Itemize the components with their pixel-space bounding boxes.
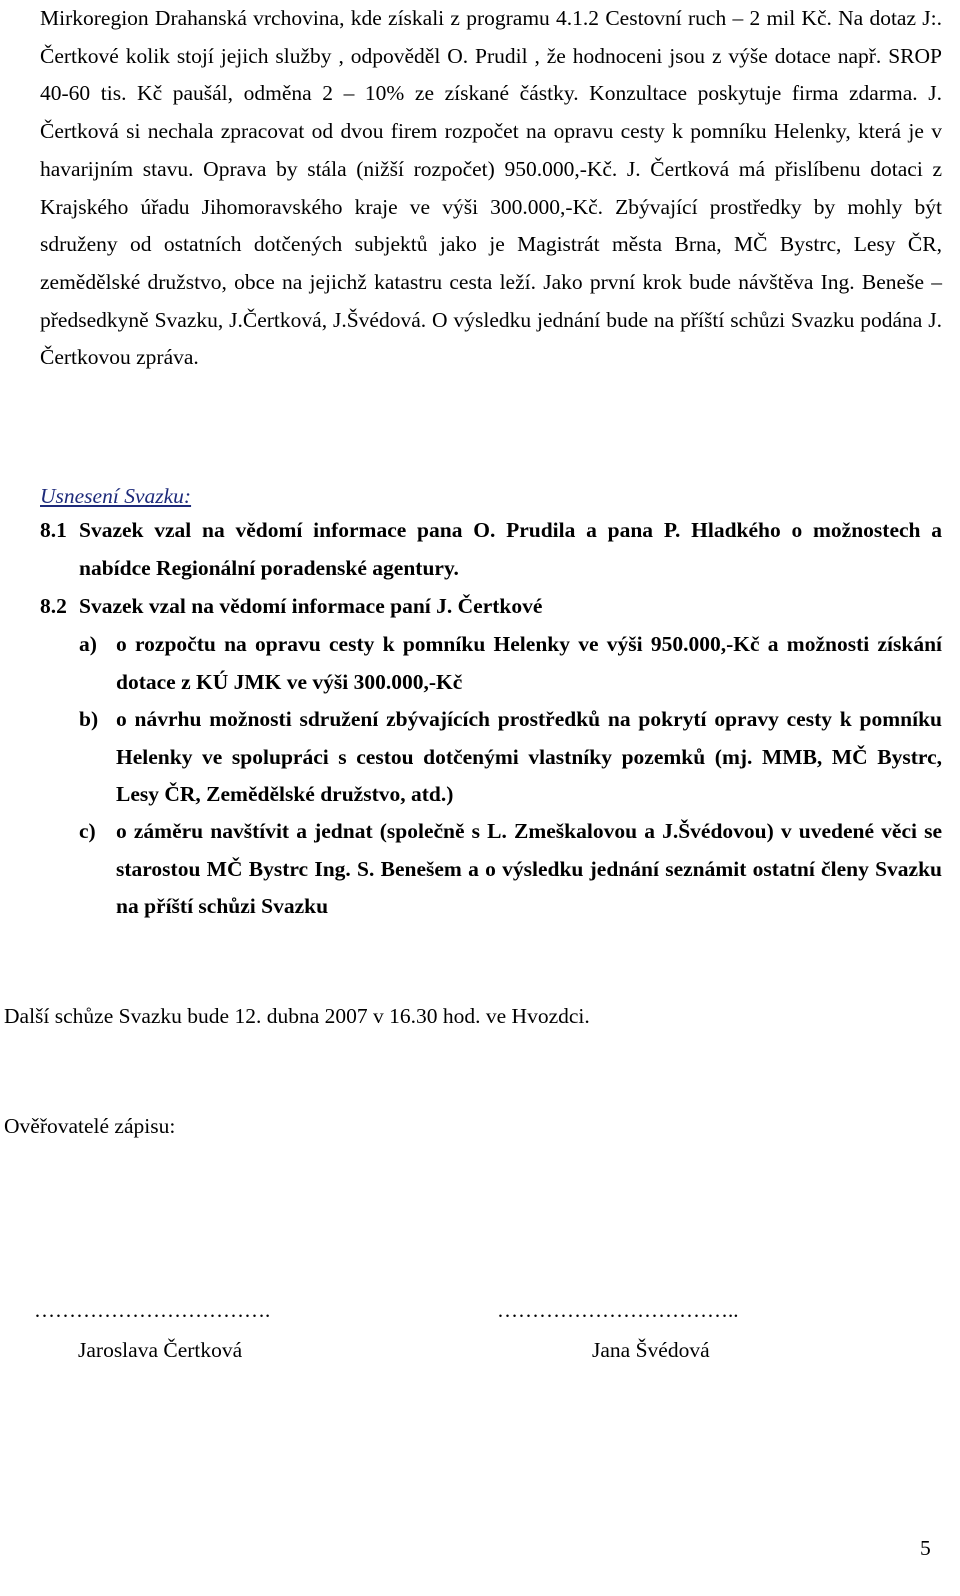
item-label: a) [79,632,97,656]
page-number: 5 [920,1536,931,1560]
resolution-text: Svazek vzal na vědomí informace paní J. Čertkové [79,594,543,618]
verifiers-label: Ověřovatelé zápisu: [4,1114,176,1138]
next-meeting-note: Další schůze Svazku bude 12. dubna 2007 v 16.30 hod. ve Hvozdci. [4,1004,590,1028]
resolution-text: Svazek vzal na vědomí informace pana O. Prudila a pana P. Hladkého o možnostech a nabídce Regionální poradenské agentury. [79,518,942,580]
item-text: o návrhu možnosti sdružení zbývajících prostředků na pokrytí opravy cesty k pomníku Helenky ve spolupráci s cestou dotčenými vlastníky pozemků (mj. MMB, MČ Bystrc, Lesy ČR, Zemědělské družstvo, atd.) [116,707,942,806]
intro-paragraph: Mirkoregion Drahanská vrchovina, kde získali z programu 4.1.2 Cestovní ruch – 2 mil Kč. Na dotaz J:. Čertkové kolik stojí jejich služby , odpověděl O. Prudil , že hodnoceni jsou z výše dotace např. SROP 40-60 tis. Kč paušál, odměna 2 – 10% ze získané částky. Konzultace poskytuje firma zdarma. J. Čertková si nechala zpracovat od dvou firem rozpočet na opravu cesty k pomníku Helenky, která je v havarijním stavu. Oprava by stála (nižší rozpočet) 950.000,-Kč. J. Čertková má přislíbenu dotaci z Krajského úřadu Jihomoravského kraje ve výši 300.000,-Kč. Zbývající prostředky by mohly být sdruženy od ostatních dotčených subjektů jako je Magistrát města Brna, MČ Bystrc, Lesy ČR, zemědělské družstvo, obce na jejichž katastru cesta leží. Jako první krok bude návštěva Ing. Beneše – předsedkyně Svazku, J.Čertková, J.Švédová. O výsledku jednání bude na příští schůzi Svazku podána J. Čertkovou zpráva. [40,6,942,370]
verifier-name-2: Jana Švédová [592,1338,710,1362]
item-label: b) [79,707,99,731]
item-text: o záměru navštívit a jednat (společně s L. Zmeškalovou a J.Švédovou) v uvedené věci se starostou MČ Bystrc Ing. S. Benešem a o výsledku jednání seznámit ostatní členy Svazku na příští schůzi Svazku [116,819,942,918]
signature-line-right: …………………………….. [497,1298,739,1322]
resolution-number: 8.1 [40,518,67,542]
verifier-name-1: Jaroslava Čertková [78,1338,243,1362]
resolution-heading: Usnesení Svazku: [40,484,192,508]
item-text: o rozpočtu na opravu cesty k pomníku Helenky ve výši 950.000,-Kč a možnosti získání dotace z KÚ JMK ve výši 300.000,-Kč [116,632,942,694]
item-label: c) [79,819,96,843]
resolution-number: 8.2 [40,594,67,618]
signature-line-left: ……………………………. [34,1298,271,1322]
